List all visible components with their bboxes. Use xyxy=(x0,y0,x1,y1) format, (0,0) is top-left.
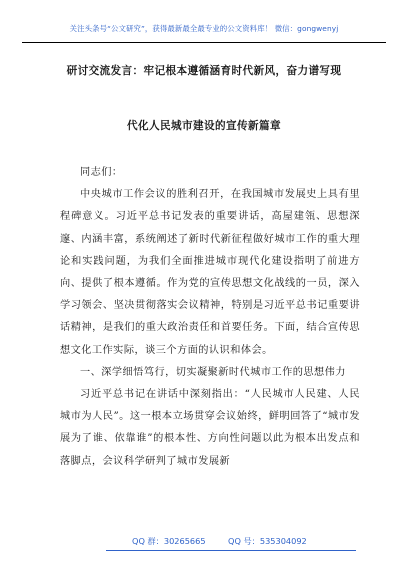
document-title-line-2: 代化人民城市建设的宣传新篇章 xyxy=(127,120,281,132)
footer xyxy=(0,536,408,550)
document-body xyxy=(60,162,360,473)
salutation: 同志们： xyxy=(80,167,123,178)
body-paragraph: 中央城市工作会议的胜利召开，在我国城市发展史上具有里程碑意义。习近平总书记发表的重要讲话，高屋建瓴、思想深邃、内涵丰富，系统阐述了新时代新征程做好城市工作的重大理论和实践问题，为我们全面推进城市现代化建设指明了前进方向、提供了根本遵循。作为党的宣传思想文化战线的一员，深入学习领会、坚决贯彻落实会议精神，特别是习近平总书记重要讲话精神，是我们的重大政治责任和首要任务。下面，结合宣传思想文化工作实际，谈三个方面的认识和体会。 xyxy=(60,189,360,356)
section-heading: 一、深学细悟笃行，切实凝聚新时代城市工作的思想伟力 xyxy=(80,366,346,378)
header-note: 关注头条号“公文研究”，获得最新最全最专业的公文资料库！ 微信：gongwenyj xyxy=(69,24,339,33)
footer-divider xyxy=(106,550,356,551)
footer-qq-group: QQ 群：30265665 xyxy=(132,536,206,546)
body-paragraph: 习近平总书记在讲话中深刻指出：“人民城市人民建、人民城市为人民”。这一根本立场贯穿会议始终，鲜明回答了“城市发展为了谁、依靠谁”的根本性、方向性问题以此为根本出发点和落脚点，会议科学研判了城市发展新 xyxy=(60,389,360,467)
header-divider xyxy=(22,42,386,43)
document-title-line-1: 研讨交流发言：牢记根本遵循涵育时代新风，奋力谱写现 xyxy=(66,65,342,77)
footer-qq-number: QQ 号：535304092 xyxy=(228,536,307,546)
